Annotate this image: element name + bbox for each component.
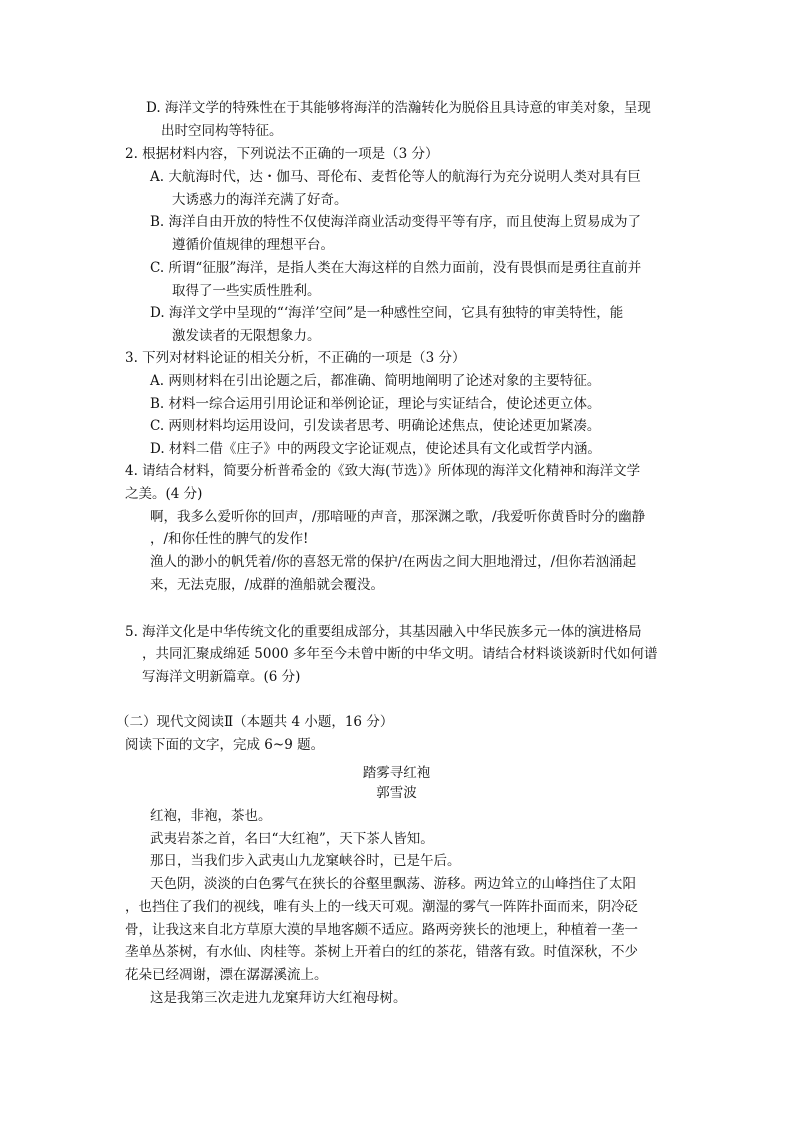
q3-option-d: D. 材料二借《庄子》中的两段文字论证观点，使论述具有文化或哲学内涵。: [150, 441, 601, 457]
q2-option-c-line-1: C. 所谓“征服”海洋，是指人类在大海这样的自然力面前，没有畏惧而是勇往直前并: [150, 260, 642, 276]
question-5-line-2: ，共同汇聚成绵延 5000 多年至今未曾中断的中华文明。请结合材料谈谈新时代如何谱: [142, 646, 658, 662]
paragraph-4-line-1: 天色阴，淡淡的白色雾气在狭长的谷壑里飘荡、游移。两边耸立的山峰挡住了太阳: [150, 876, 636, 892]
paragraph-2: 武夷岩茶之首，名曰“大红袍”，天下茶人皆知。: [150, 831, 434, 847]
paragraph-5: 这是我第三次走进九龙窠拜访大红袍母树。: [150, 990, 407, 1006]
paragraph-4-line-2: ，也挡住了我们的视线，唯有头上的一线天可观。潮湿的雾气一阵阵扑面而来，阴冷砭: [125, 899, 638, 915]
option-d-line-2: 出时空同构等特征。: [161, 123, 283, 139]
q2-option-d-line-2: 激发读者的无限想象力。: [172, 328, 321, 344]
q3-option-a: A. 两则材料在引出论题之后，都准确、简明地阐明了论述对象的主要特征。: [150, 373, 601, 389]
q2-option-d-line-1: D. 海洋文学中呈现的“‘海洋’空间”是一种感性空间，它具有独特的审美特性，能: [150, 305, 624, 321]
section-heading: （二）现代文阅读Ⅱ（本题共 4 小题，16 分）: [116, 714, 394, 730]
article-title: 踏雾寻红袍: [362, 765, 431, 781]
q2-option-a-line-1: A. 大航海时代，达・伽马、哥伦布、麦哲伦等人的航海行为充分说明人类对具有巨: [150, 169, 641, 185]
q2-option-c-line-2: 取得了一些实质性胜利。: [172, 283, 321, 299]
question-2: 2. 根据材料内容，下列说法不正确的一项是（3 分）: [125, 146, 439, 162]
q3-option-c: C. 两则材料均运用设问，引发读者思考、明确论述焦点，使论述更加紧凑。: [150, 418, 601, 434]
reading-instruction: 阅读下面的文字，完成 6~9 题。: [125, 737, 325, 753]
question-5-line-3: 写海洋文明新篇章。(6 分): [142, 669, 301, 685]
paragraph-4-line-4: 垄单丛茶树，有水仙、肉桂等。茶树上开着白的红的茶花，错落有致。时值深秋，不少: [125, 944, 638, 960]
paragraph-3: 那日，当我们步入武夷山九龙窠峡谷时，已是午后。: [150, 853, 461, 869]
q2-option-b-line-1: B. 海洋自由开放的特性不仅使海洋商业活动变得平等有序，而且使海上贸易成为了: [150, 214, 642, 230]
poem-line-2: ，/和你任性的脾气的发作!: [150, 531, 309, 547]
article-author: 郭雪波: [376, 785, 417, 801]
question-3: 3. 下列对材料论证的相关分析，不正确的一项是（3 分）: [125, 350, 466, 366]
poem-line-1: 啊，我多么爱听你的回声，/那喑哑的声音，那深渊之歌，/我爱听你黄昏时分的幽静: [150, 509, 646, 525]
option-d-line-1: D. 海洋文学的特殊性在于其能够将海洋的浩瀚转化为脱俗且具诗意的审美对象，呈现: [146, 100, 651, 116]
q2-option-a-line-2: 大诱惑力的海洋充满了好奇。: [172, 192, 348, 208]
poem-line-4: 来，无法克服，/成群的渔船就会覆没。: [150, 577, 385, 593]
question-5-line-1: 5. 海洋文化是中华传统文化的重要组成部分，其基因融入中华民族多元一体的演进格局: [125, 624, 642, 640]
paragraph-4-line-5: 花朵已经凋谢，漂在潺潺溪流上。: [125, 967, 328, 983]
paragraph-4-line-3: 骨，让我这来自北方草原大漠的旱地客颇不适应。路两旁狭长的池埂上，种植着一垄一: [125, 922, 638, 938]
q3-option-b: B. 材料一综合运用引用论证和举例论证，理论与实证结合，使论述更立体。: [150, 396, 601, 412]
question-4-line-1: 4. 请结合材料，简要分析普希金的《致大海(节选）》所体现的海洋文化精神和海洋文学: [125, 463, 641, 479]
paragraph-1: 红袍，非袍，茶也。: [150, 808, 272, 824]
question-4-line-2: 之美。(4 分): [125, 486, 203, 502]
q2-option-b-line-2: 遵循价值规律的理想平台。: [172, 237, 334, 253]
poem-line-3: 渔人的渺小的帆凭着/你的喜怒无常的保护/在两齿之间大胆地滑过，/但你若汹涌起: [150, 554, 637, 570]
